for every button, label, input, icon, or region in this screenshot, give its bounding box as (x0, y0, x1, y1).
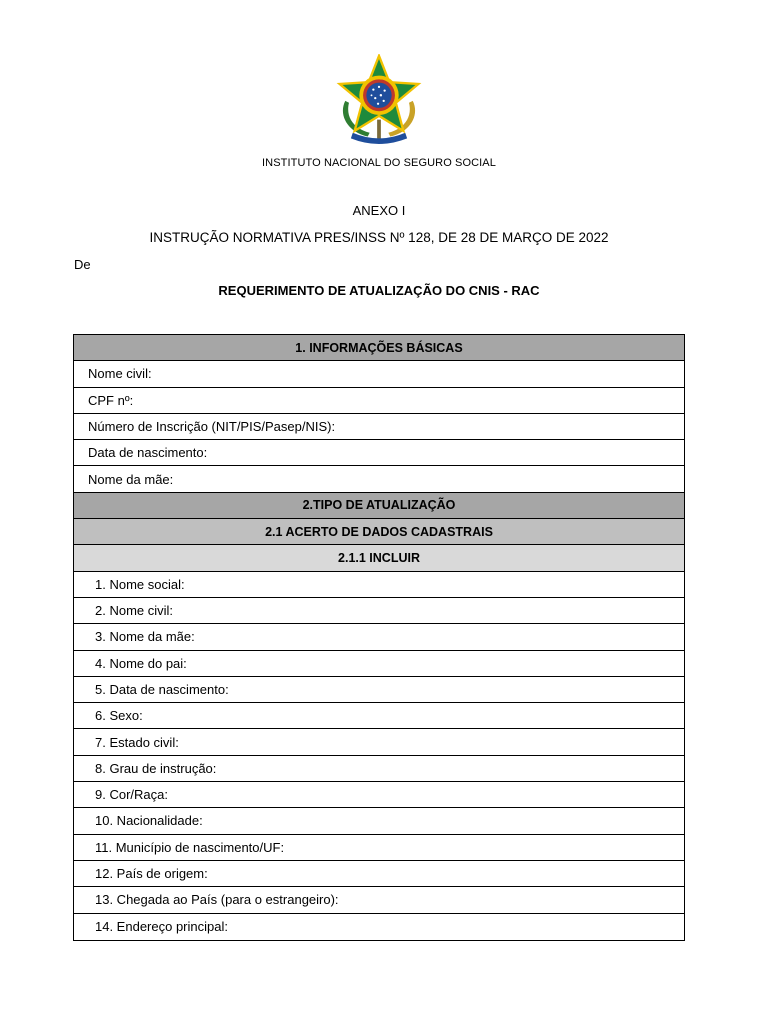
field-data-nascimento[interactable]: Data de nascimento: (74, 440, 684, 466)
item-pais-origem[interactable]: 12. País de origem: (74, 861, 684, 887)
item-estado-civil[interactable]: 7. Estado civil: (74, 729, 684, 755)
section-1-header: 1. INFORMAÇÕES BÁSICAS (74, 335, 684, 361)
form-title: REQUERIMENTO DE ATUALIZAÇÃO DO CNIS - RAC (218, 283, 540, 298)
item-nacionalidade[interactable]: 10. Nacionalidade: (74, 808, 684, 834)
item-data-nascimento[interactable]: 5. Data de nascimento: (74, 677, 684, 703)
de-label: De (74, 257, 91, 272)
section-2-header: 2.TIPO DE ATUALIZAÇÃO (74, 493, 684, 519)
item-cor-raca[interactable]: 9. Cor/Raça: (74, 782, 684, 808)
field-nome-civil[interactable]: Nome civil: (74, 361, 684, 387)
item-nome-social[interactable]: 1. Nome social: (74, 572, 684, 598)
item-nome-mae[interactable]: 3. Nome da mãe: (74, 624, 684, 650)
section-2-1-header: 2.1 ACERTO DE DADOS CADASTRAIS (74, 519, 684, 545)
institute-name: INSTITUTO NACIONAL DO SEGURO SOCIAL (262, 157, 496, 169)
item-sexo[interactable]: 6. Sexo: (74, 703, 684, 729)
field-numero-inscricao[interactable]: Número de Inscrição (NIT/PIS/Pasep/NIS): (74, 414, 684, 440)
field-nome-mae[interactable]: Nome da mãe: (74, 466, 684, 492)
coat-of-arms-icon (332, 54, 426, 144)
section-2-1-1-header: 2.1.1 INCLUIR (74, 545, 684, 571)
item-municipio-nascimento[interactable]: 11. Município de nascimento/UF: (74, 835, 684, 861)
item-grau-instrucao[interactable]: 8. Grau de instrução: (74, 756, 684, 782)
item-endereco-principal[interactable]: 14. Endereço principal: (95, 919, 228, 935)
annex-title: ANEXO I (352, 203, 406, 218)
field-cpf[interactable]: CPF nº: (74, 388, 684, 414)
item-chegada-pais[interactable]: 13. Chegada ao País (para o estrangeiro): (74, 887, 684, 913)
instruction-reference: INSTRUÇÃO NORMATIVA PRES/INSS Nº 128, DE 28 DE MARÇO DE 2022 (149, 230, 609, 245)
item-nome-civil[interactable]: 2. Nome civil: (74, 598, 684, 624)
form-table (73, 334, 685, 941)
item-nome-pai[interactable]: 4. Nome do pai: (74, 651, 684, 677)
